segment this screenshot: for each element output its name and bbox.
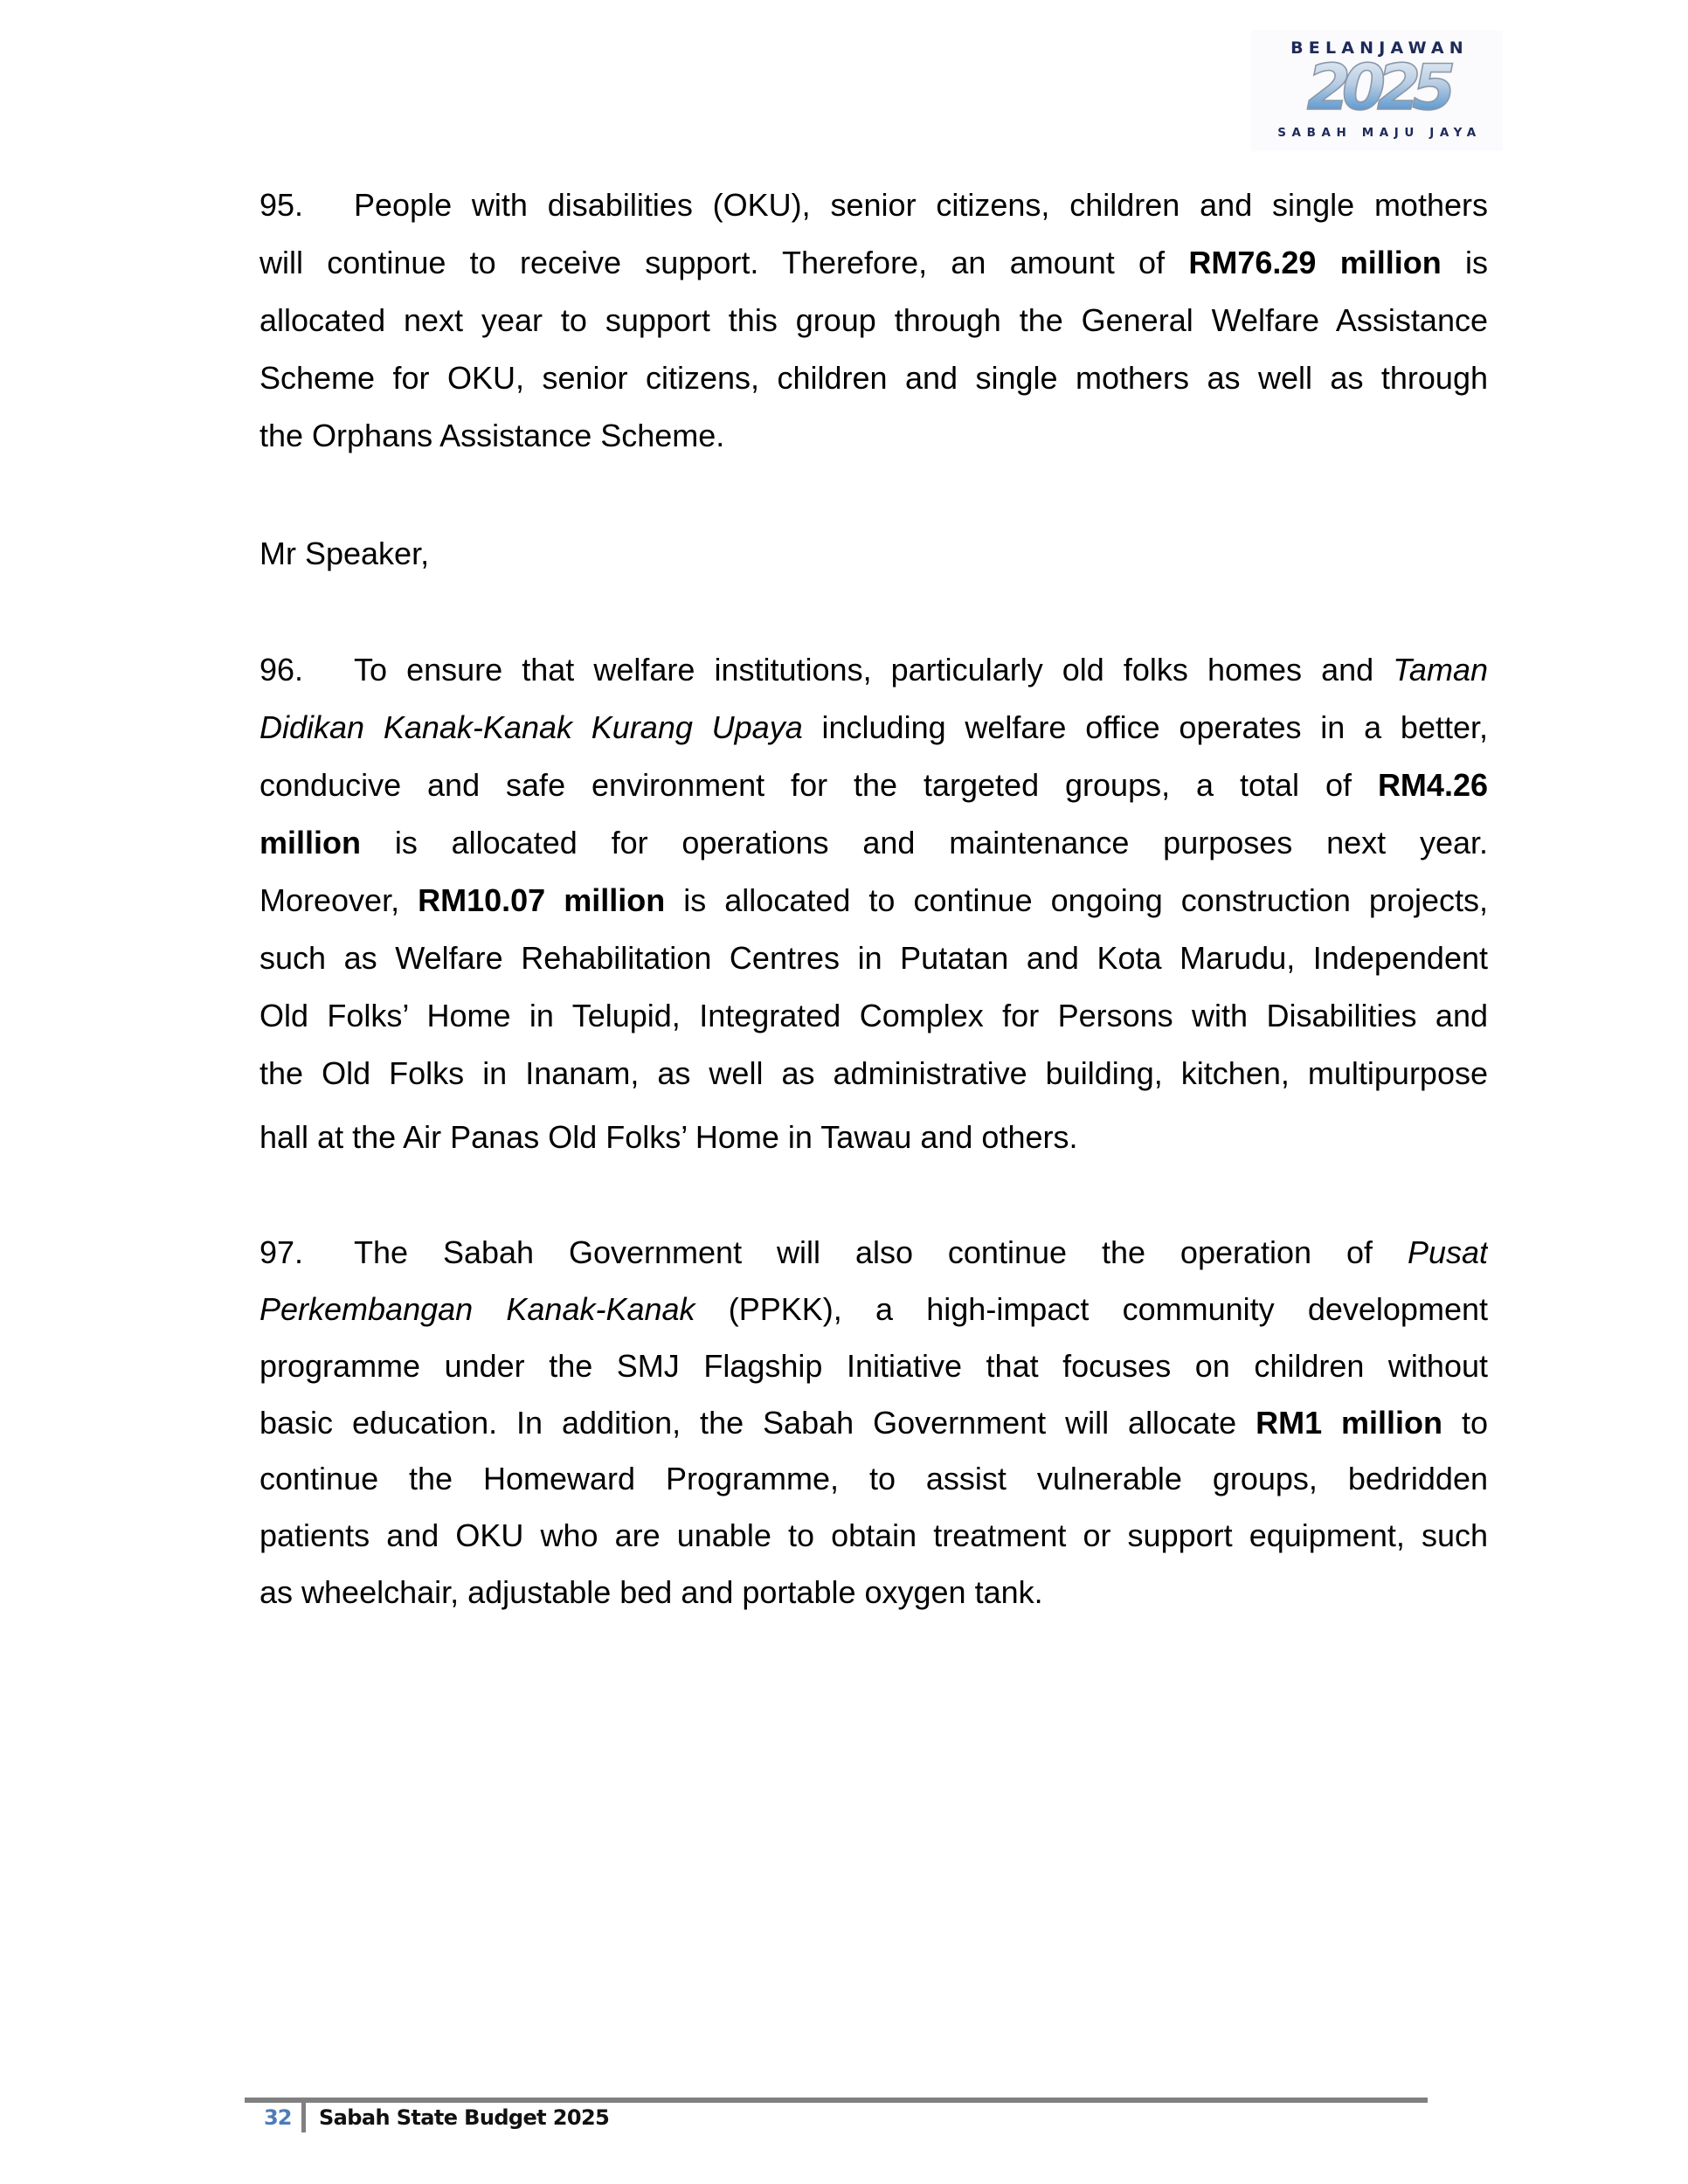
p96-line-9: hall at the Air Panas Old Folks’ Home in Tawau and others. (259, 1119, 1078, 1155)
footer-rule (245, 2098, 1428, 2103)
amount-highlight: RM10.07 million (418, 882, 666, 918)
p97-line-3: programme under the SMJ Flagship Initiative that focuses on children without (259, 1348, 1488, 1384)
svg-text:2025: 2025 (1306, 60, 1448, 114)
year-2025-graphic (1276, 60, 1477, 114)
p97-line-7: as wheelchair, adjustable bed and portable oxygen tank. (259, 1574, 1043, 1610)
p97-line-5: continue the Homeward Programme, to assist vulnerable groups, bedridden (259, 1461, 1488, 1496)
p96-line-7: Old Folks’ Home in Telupid, Integrated Complex for Persons with Disabilities and (259, 998, 1488, 1033)
p97-line-2: Perkembangan Kanak-Kanak (PPKK), a high-impact community development (259, 1291, 1488, 1327)
amount-highlight: RM1 million (1256, 1405, 1443, 1441)
footer-separator (301, 2098, 306, 2132)
p96-line-4: million is allocated for operations and maintenance purposes next year. (259, 825, 1488, 860)
paragraph-number: 95. (259, 187, 304, 223)
p95-line-4: Scheme for OKU, senior citizens, children and single mothers as well as through (259, 360, 1488, 396)
logo-year (1251, 60, 1503, 118)
p95-line-3: allocated next year to support this group through the General Welfare Assistance (259, 302, 1488, 338)
paragraph-number: 96. (259, 652, 304, 688)
amount-highlight: million (259, 825, 361, 860)
p97-line-6: patients and OKU who are unable to obtain treatment or support equipment, such (259, 1517, 1488, 1553)
amount-highlight: RM76.29 million (1188, 245, 1442, 280)
p97-line-1: 97. The Sabah Government will also continue the operation of Pusat (259, 1234, 1488, 1270)
p96-line-2: Didikan Kanak-Kanak Kurang Upaya including welfare office operates in a better, (259, 709, 1488, 745)
logo-tagline: SABAH MAJU JAYA (1277, 126, 1482, 140)
p96-line-3: conducive and safe environment for the targeted groups, a total of RM4.26 (259, 767, 1488, 803)
amount-highlight: RM4.26 (1377, 767, 1488, 803)
p96-line-1: 96. To ensure that welfare institutions, particularly old folks homes and Taman (259, 652, 1488, 688)
p97-line-4: basic education. In addition, the Sabah Government will allocate RM1 million to (259, 1405, 1488, 1441)
page-number: 32 (264, 2105, 292, 2130)
p96-line-5: Moreover, RM10.07 million is allocated to continue ongoing construction projects, (259, 882, 1488, 918)
logo-title: BELANJAWAN (1290, 38, 1469, 58)
p96-line-6: such as Welfare Rehabilitation Centres in Putatan and Kota Marudu, Independent (259, 940, 1488, 976)
paragraph-number: 97. (259, 1234, 304, 1270)
salutation: Mr Speaker, (259, 536, 430, 571)
p95-line-2: will continue to receive support. Therefore, an amount of RM76.29 million is (259, 245, 1488, 280)
p96-line-8: the Old Folks in Inanam, as well as administrative building, kitchen, multipurpose (259, 1055, 1488, 1091)
p95-line-1: 95. People with disabilities (OKU), senior citizens, children and single mothers (259, 187, 1488, 223)
footer-title: Sabah State Budget 2025 (319, 2105, 610, 2130)
p95-line-5: the Orphans Assistance Scheme. (259, 418, 725, 453)
budget-2025-logo (1251, 31, 1503, 151)
